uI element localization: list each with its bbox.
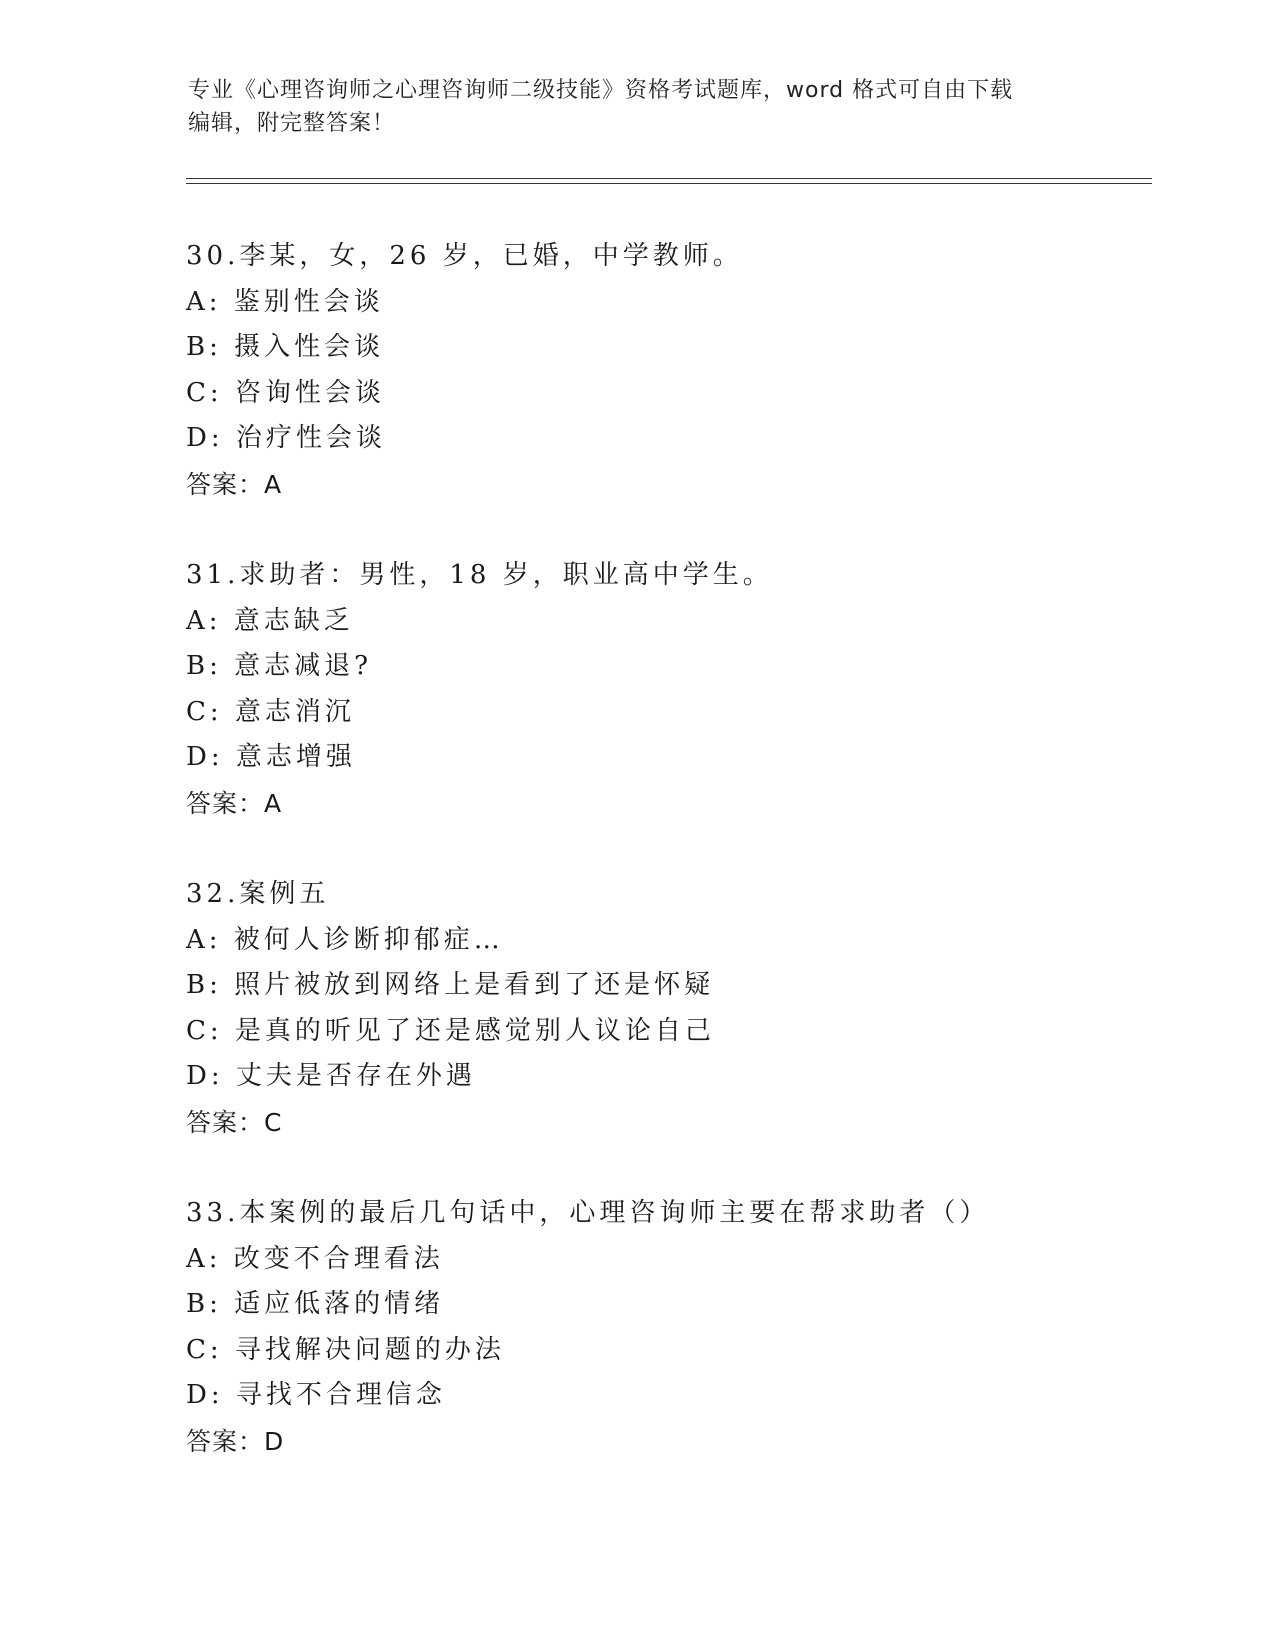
header-line-1: 专业《心理咨询师之心理咨询师二级技能》资格考试题库，word 格式可自由下载 xyxy=(188,78,1014,103)
option-d: D: 意志增强 xyxy=(186,742,356,772)
option-c: C: 咨询性会谈 xyxy=(186,377,385,408)
answer: 答案：D xyxy=(186,1426,285,1456)
answer: 答案：A xyxy=(186,469,283,499)
option-b: B: 照片被放到网络上是看到了还是怀疑 xyxy=(186,970,715,1000)
question-title: 32.案例五 xyxy=(186,879,330,909)
option-b: B: 摄入性会谈 xyxy=(186,332,385,362)
question-31 xyxy=(186,553,1186,826)
header-line-2: 编辑，附完整答案！ xyxy=(188,111,396,136)
option-d: D: 寻找不合理信念 xyxy=(186,1380,446,1410)
document-header xyxy=(188,74,1068,140)
option-b: B: 意志减退? xyxy=(186,651,373,681)
option-a: A: 被何人诊断抑郁症… xyxy=(186,924,504,955)
question-title: 31.求助者：男性，18 岁，职业高中学生。 xyxy=(186,560,773,590)
question-30 xyxy=(186,234,1186,507)
question-32 xyxy=(186,872,1186,1145)
option-b: B: 适应低落的情绪 xyxy=(186,1289,445,1319)
option-d: D: 治疗性会谈 xyxy=(186,423,386,453)
question-33 xyxy=(186,1191,1186,1464)
option-d: D: 丈夫是否存在外遇 xyxy=(186,1061,476,1091)
question-title: 33.本案例的最后几句话中，心理咨询师主要在帮求助者（） xyxy=(186,1198,990,1228)
option-c: C: 寻找解决问题的办法 xyxy=(186,1334,505,1365)
option-c: C: 意志消沉 xyxy=(186,696,355,727)
answer: 答案：A xyxy=(186,788,283,818)
option-c: C: 是真的听见了还是感觉别人议论自己 xyxy=(186,1015,715,1046)
question-title: 30.李某，女，26 岁，已婚，中学教师。 xyxy=(186,241,743,271)
header-divider xyxy=(186,178,1152,184)
answer: 答案：C xyxy=(186,1107,283,1137)
option-a: A: 改变不合理看法 xyxy=(186,1243,444,1274)
option-a: A: 鉴别性会谈 xyxy=(186,286,384,317)
option-a: A: 意志缺乏 xyxy=(186,605,354,636)
